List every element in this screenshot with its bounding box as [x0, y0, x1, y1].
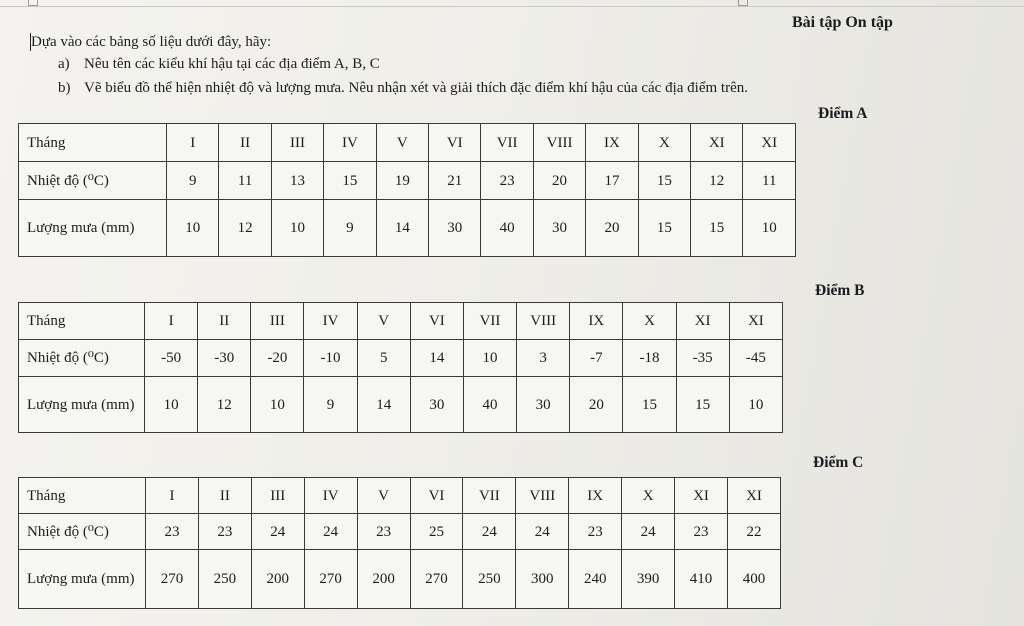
rainfall-cell: 15 [623, 377, 676, 433]
temperature-cell: 22 [727, 514, 780, 550]
temperature-cell: 21 [429, 162, 481, 200]
table-row [19, 340, 783, 377]
rainfall-cell: 250 [463, 550, 516, 609]
rainfall-cell: 200 [251, 550, 304, 609]
temperature-cell: 10 [463, 340, 516, 377]
rainfall-cell: 12 [198, 377, 251, 433]
point-c-label: Điểm C [813, 454, 864, 471]
temperature-cell: 23 [357, 514, 410, 550]
rainfall-cell: 20 [586, 200, 638, 257]
rainfall-cell: 40 [481, 200, 533, 257]
rainfall-cell: 400 [727, 550, 780, 609]
point-a-label: Điểm A [818, 105, 868, 122]
rainfall-cell: 270 [410, 550, 463, 609]
temperature-cell: 17 [586, 162, 638, 200]
table-row [19, 514, 781, 550]
temperature-cell: 13 [271, 162, 323, 200]
rainfall-cell: 270 [304, 550, 357, 609]
temperature-cell: -20 [251, 340, 304, 377]
month-cell: VII [481, 124, 533, 162]
month-cell: I [167, 124, 219, 162]
table-row [19, 200, 796, 257]
row-label: Nhiệt độ (⁰C) [19, 340, 145, 377]
temperature-cell: -18 [623, 340, 676, 377]
month-cell: I [146, 478, 199, 514]
month-cell: XI [743, 124, 796, 162]
month-cell: XI [729, 303, 782, 340]
rainfall-cell: 10 [743, 200, 796, 257]
temperature-cell: 25 [410, 514, 463, 550]
temperature-cell: -50 [145, 340, 198, 377]
temperature-cell: 24 [622, 514, 675, 550]
month-cell: VIII [533, 124, 585, 162]
row-label: Lượng mưa (mm) [19, 377, 145, 433]
row-label: Tháng [19, 478, 146, 514]
row-label: Lượng mưa (mm) [19, 550, 146, 609]
margin-marker[interactable] [28, 0, 38, 6]
temperature-cell: 5 [357, 340, 410, 377]
ruler [0, 0, 1024, 7]
temperature-cell: 12 [691, 162, 743, 200]
rainfall-cell: 20 [570, 377, 623, 433]
table-row [19, 478, 781, 514]
month-cell: VII [463, 478, 516, 514]
month-cell: IV [304, 478, 357, 514]
month-cell: III [271, 124, 323, 162]
rainfall-cell: 12 [219, 200, 271, 257]
rainfall-cell: 250 [198, 550, 251, 609]
month-cell: IX [570, 303, 623, 340]
month-cell: VI [410, 303, 463, 340]
temperature-cell: 24 [251, 514, 304, 550]
rainfall-cell: 9 [324, 200, 376, 257]
rainfall-cell: 15 [638, 200, 690, 257]
month-cell: VII [463, 303, 516, 340]
month-cell: VI [410, 478, 463, 514]
task-b-label: b) [58, 80, 71, 96]
month-cell: III [251, 303, 304, 340]
temperature-cell: 15 [324, 162, 376, 200]
month-cell: IX [586, 124, 638, 162]
task-b-text: Vẽ biểu đồ thể hiện nhiệt độ và lượng mưa. Nêu nhận xét và giải thích đặc điểm khí hậu của các địa điểm trên. [84, 80, 748, 96]
month-cell: II [198, 303, 251, 340]
month-cell: VIII [516, 478, 569, 514]
month-cell: IV [324, 124, 376, 162]
month-cell: V [357, 478, 410, 514]
month-cell: V [376, 124, 428, 162]
temperature-cell: 23 [481, 162, 533, 200]
rainfall-cell: 15 [691, 200, 743, 257]
intro-text: Dựa vào các bảng số liệu dưới đây, hãy: [31, 34, 272, 50]
temperature-cell: 23 [146, 514, 199, 550]
rainfall-cell: 10 [167, 200, 219, 257]
table-row [19, 303, 783, 340]
rainfall-cell: 30 [517, 377, 570, 433]
temperature-cell: 11 [743, 162, 796, 200]
month-cell: X [623, 303, 676, 340]
row-label: Tháng [19, 124, 167, 162]
month-cell: II [219, 124, 271, 162]
task-a-text: Nêu tên các kiểu khí hậu tại các địa điểm A, B, C [84, 56, 380, 72]
margin-marker[interactable] [738, 0, 748, 6]
month-cell: XI [727, 478, 780, 514]
rainfall-cell: 240 [569, 550, 622, 609]
temperature-cell: -7 [570, 340, 623, 377]
rainfall-cell: 200 [357, 550, 410, 609]
rainfall-cell: 15 [676, 377, 729, 433]
climate-table-b [18, 302, 783, 433]
row-label: Tháng [19, 303, 145, 340]
task-a [58, 56, 380, 73]
temperature-cell: 24 [516, 514, 569, 550]
temperature-cell: 9 [167, 162, 219, 200]
page-title: Bài tập On tập [792, 14, 893, 31]
temperature-cell: 3 [517, 340, 570, 377]
month-cell: X [638, 124, 690, 162]
temperature-cell: 23 [198, 514, 251, 550]
month-cell: X [622, 478, 675, 514]
temperature-cell: 23 [675, 514, 728, 550]
temperature-cell: -10 [304, 340, 357, 377]
rainfall-cell: 30 [410, 377, 463, 433]
table-row [19, 162, 796, 200]
temperature-cell: -35 [676, 340, 729, 377]
point-b-label: Điểm B [815, 282, 865, 299]
month-cell: XI [691, 124, 743, 162]
rainfall-cell: 40 [463, 377, 516, 433]
month-cell: VI [429, 124, 481, 162]
rainfall-cell: 30 [533, 200, 585, 257]
month-cell: XI [675, 478, 728, 514]
temperature-cell: 14 [410, 340, 463, 377]
task-b [58, 80, 748, 97]
row-label: Nhiệt độ (⁰C) [19, 514, 146, 550]
rainfall-cell: 300 [516, 550, 569, 609]
row-label: Lượng mưa (mm) [19, 200, 167, 257]
rainfall-cell: 30 [429, 200, 481, 257]
month-cell: II [198, 478, 251, 514]
month-cell: IV [304, 303, 357, 340]
task-a-label: a) [58, 56, 70, 72]
temperature-cell: 15 [638, 162, 690, 200]
climate-table-c [18, 477, 781, 609]
temperature-cell: 24 [304, 514, 357, 550]
temperature-cell: 24 [463, 514, 516, 550]
month-cell: I [145, 303, 198, 340]
table-row [19, 124, 796, 162]
temperature-cell: -30 [198, 340, 251, 377]
temperature-cell: 23 [569, 514, 622, 550]
month-cell: VIII [517, 303, 570, 340]
climate-table-a [18, 123, 796, 257]
rainfall-cell: 410 [675, 550, 728, 609]
rainfall-cell: 10 [251, 377, 304, 433]
row-label: Nhiệt độ (⁰C) [19, 162, 167, 200]
rainfall-cell: 390 [622, 550, 675, 609]
table-row [19, 550, 781, 609]
rainfall-cell: 10 [271, 200, 323, 257]
rainfall-cell: 14 [357, 377, 410, 433]
rainfall-cell: 9 [304, 377, 357, 433]
temperature-cell: -45 [729, 340, 782, 377]
month-cell: III [251, 478, 304, 514]
rainfall-cell: 10 [145, 377, 198, 433]
temperature-cell: 20 [533, 162, 585, 200]
rainfall-cell: 14 [376, 200, 428, 257]
table-row [19, 377, 783, 433]
rainfall-cell: 270 [146, 550, 199, 609]
month-cell: V [357, 303, 410, 340]
month-cell: IX [569, 478, 622, 514]
temperature-cell: 19 [376, 162, 428, 200]
month-cell: XI [676, 303, 729, 340]
rainfall-cell: 10 [729, 377, 782, 433]
temperature-cell: 11 [219, 162, 271, 200]
